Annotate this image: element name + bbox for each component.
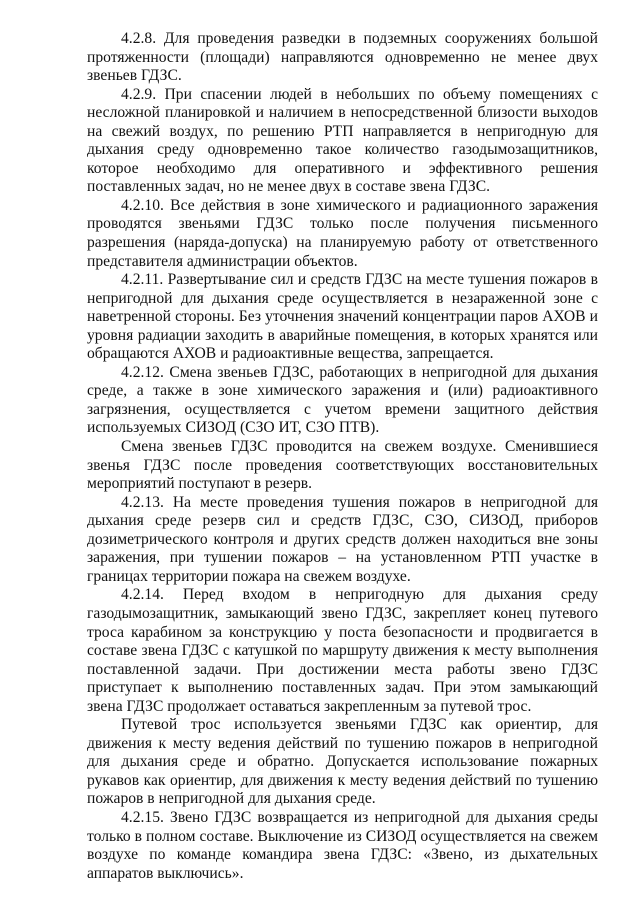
paragraph-4-2-13: 4.2.13. На месте проведения тушения пожаров в непригодной для дыхания среде резерв сил и средств ГДЗС, СЗО, СИЗОД, приборов дозиметрического контроля и других средств должен находиться вне зоны заражения, при тушении пожаров – на установленном РТП участке в границах территории пожара на свежем воздухе. — [87, 493, 598, 585]
paragraph-4-2-8: 4.2.8. Для проведения разведки в подземных сооружениях большой протяженности (площади) направляются одновременно не менее двух звеньев ГДЗС. — [87, 30, 598, 85]
paragraph-4-2-9: 4.2.9. При спасении людей в небольших по объему помещениях с несложной планировкой и наличием в непосредственной близости выходов на свежий воздух, по решению РТП направляется в непригодную для дыхания среду одновременно такое количество газодымозащитников, которое необходимо для оперативного и эффективного решения поставленных задач, но не менее двух в составе звена ГДЗС. — [87, 85, 598, 196]
paragraph-4-2-14-guide-rope: Путевой трос используется звеньями ГДЗС как ориентир, для движения к месту ведения действий по тушению пожаров в непригодной для дыхания среде и обратно. Допускается использование пожарных рукавов как ориентир, для движения к месту ведения действий по тушению пожаров в непригодной для дыхания среде. — [87, 716, 598, 808]
paragraph-4-2-14: 4.2.14. Перед входом в непригодную для дыхания среду газодымозащитник, замыкающий звено ГДЗС, закрепляет конец путевого троса карабином за конструкцию у поста безопасности и продвигается в составе звена ГДЗС с катушкой по маршруту движения к месту выполнения поставленной задачи. При достижении места работы звено ГДЗС приступает к выполнению поставленных задач. При этом замыкающий звена ГДЗС продолжает оставаться закрепленным за путевой трос. — [87, 586, 598, 715]
paragraph-4-2-10: 4.2.10. Все действия в зоне химического и радиационного заражения проводятся звеньями ГДЗС только после получения письменного разрешения (наряда-допуска) на планируемую работу от ответственного представителя администрации объектов. — [87, 196, 598, 270]
document-page — [87, 30, 598, 883]
paragraph-4-2-12: 4.2.12. Смена звеньев ГДЗС, работающих в непригодной для дыхания среде, а также в зоне химического заражения и (или) радиоактивного загрязнения, осуществляется с учетом времени защитного действия используемых СИЗОД (СЗО ИТ, СЗО ПТВ). — [87, 363, 598, 437]
paragraph-4-2-12-shift-change: Смена звеньев ГДЗС проводится на свежем воздухе. Сменившиеся звенья ГДЗС после проведения соответствующих восстановительных мероприятий поступают в резерв. — [87, 438, 598, 493]
paragraph-4-2-11: 4.2.11. Развертывание сил и средств ГДЗС на месте тушения пожаров в непригодной для дыхания среде осуществляется в незараженной зоне с наветренной стороны. Без уточнения значений концентрации паров АХОВ и уровня радиации заходить в аварийные помещения, в которых хранятся или обращаются АХОВ и радиоактивные вещества, запрещается. — [87, 271, 598, 363]
paragraph-4-2-15: 4.2.15. Звено ГДЗС возвращается из непригодной для дыхания среды только в полном составе. Выключение из СИЗОД осуществляется на свежем воздухе по команде командира звена ГДЗС: «Звено, из дыхательных аппаратов выключись». — [87, 808, 598, 882]
